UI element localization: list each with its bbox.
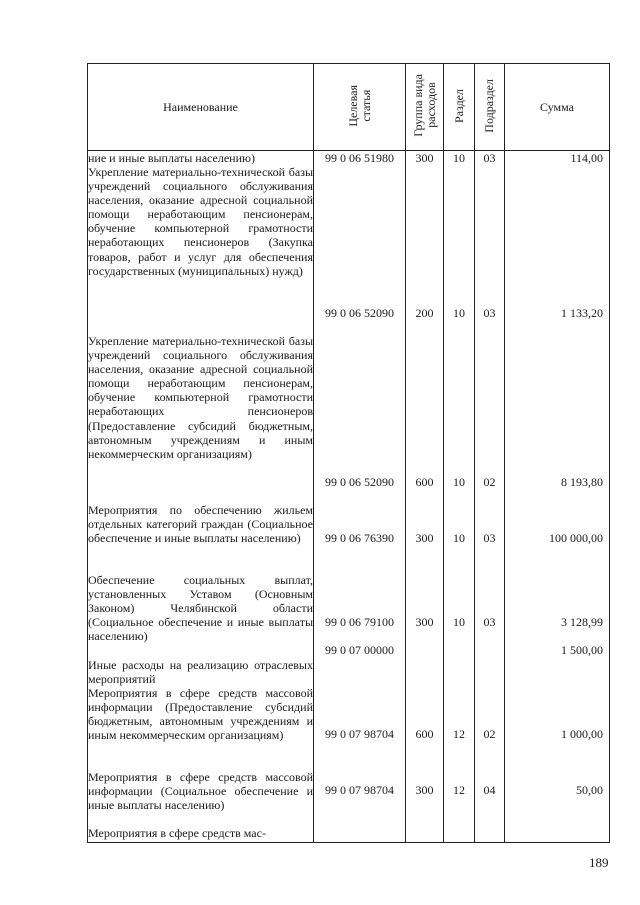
name-cell: Мероприятия в сфере средств массовой информации (Предоставление субсидий бюджетным, автономным учреждениям и иным некоммерческим организациям): [88, 686, 313, 743]
sum-cell: 114,00: [570, 151, 603, 165]
header-expense-group: Группа вида расходов: [406, 64, 444, 151]
page-number: 189: [589, 855, 609, 870]
section-cell: 10: [453, 151, 465, 165]
name-cell: Иные расходы на реализацию отраслевых мероприятий: [88, 658, 313, 687]
target-article-cell: 99 0 07 98704: [325, 783, 394, 797]
name-cell: Мероприятия по обеспечению жильем отдельных категорий граждан (Социальное обеспечение и иные выплаты населению): [88, 503, 313, 546]
table-header-row: [88, 64, 610, 151]
section-cell: 10: [453, 531, 465, 545]
subsection-cell: 04: [483, 783, 496, 797]
header-subsection: Подраздел: [475, 64, 505, 151]
section-cell: [444, 643, 474, 727]
subsection-cell: 03: [483, 306, 496, 320]
subsection-cell: 02: [483, 727, 496, 741]
expense-group-cell: [406, 643, 443, 727]
name-cell: ние и иные выплаты населению): [88, 151, 255, 165]
header-name: Наименование: [88, 64, 314, 151]
subsection-cell: 02: [483, 475, 496, 489]
section-cell: 10: [453, 615, 465, 629]
sum-cell: 50,00: [576, 783, 603, 797]
header-section: Раздел: [444, 64, 475, 151]
section-cell: 12: [453, 783, 465, 797]
subsection-column: [475, 151, 505, 843]
name-column: [88, 151, 314, 843]
expense-group-column: [406, 151, 444, 843]
subsection-cell: 03: [483, 615, 496, 629]
target-article-cell: 99 0 07 98704: [325, 727, 394, 741]
name-cell: Мероприятия в сфере средств массовой информации (Социальное обеспечение и иные выплаты населению): [88, 770, 313, 813]
target-article-cell: 99 0 07 00000: [325, 643, 394, 657]
subsection-cell: [475, 643, 504, 727]
name-cell: Обеспечение социальных выплат, установленных Уставом (Основным Законом) Челябинской области (Социальное обеспечение и иные выплаты населению): [88, 573, 313, 644]
section-cell: 12: [453, 727, 465, 741]
name-cell: Укрепление материально-технической базы учреждений социального обслуживания населения, оказание адресной социальной помощи неработающим пенсионерам, обучение компьютерной грамотности неработающих пенсионеров (Предоставление субсидий бюджетным, автономным учреждениям и иным некоммерческим организациям): [88, 334, 313, 461]
target-article-cell: 99 0 06 52090: [325, 475, 394, 489]
sum-cell: 3 128,99: [561, 615, 603, 629]
section-column: [444, 151, 475, 843]
header-sum: Сумма: [505, 64, 610, 151]
sum-cell: 1 133,20: [561, 306, 603, 320]
target-article-cell: 99 0 06 52090: [325, 306, 394, 320]
section-cell: 10: [453, 475, 465, 489]
expense-group-cell: 300: [415, 615, 434, 629]
expense-group-cell: 300: [415, 531, 434, 545]
budget-table: [87, 63, 610, 843]
subsection-cell: 03: [483, 531, 496, 545]
expense-group-cell: 300: [415, 151, 434, 165]
section-cell: 10: [453, 306, 465, 320]
name-cell: Укрепление материально-технической базы учреждений социального обслуживания населения, оказание адресной социальной помощи неработающим пенсионерам, обучение компьютерной грамотности неработающих пенсионеров (Закупка товаров, работ и услуг для обеспечения государственных (муниципальных) нужд): [88, 165, 313, 278]
target-article-cell: 99 0 06 76390: [325, 531, 394, 545]
subsection-cell: 03: [483, 151, 496, 165]
name-cell: Мероприятия в сфере средств мас-: [88, 826, 266, 840]
sum-cell: 100 000,00: [549, 531, 603, 545]
expense-group-cell: 600: [415, 727, 434, 741]
sum-column: [505, 151, 610, 843]
target-article-column: [314, 151, 406, 843]
expense-group-cell: 200: [415, 306, 434, 320]
target-article-cell: 99 0 06 51980: [325, 151, 394, 165]
table-body-row: [88, 151, 610, 843]
sum-cell: 8 193,80: [561, 475, 603, 489]
header-target-article: Целевая статья: [314, 64, 406, 151]
expense-group-cell: 300: [415, 783, 434, 797]
sum-cell: 1 500,00: [561, 643, 603, 657]
sum-cell: 1 000,00: [561, 727, 603, 741]
expense-group-cell: 600: [415, 475, 434, 489]
target-article-cell: 99 0 06 79100: [325, 615, 394, 629]
